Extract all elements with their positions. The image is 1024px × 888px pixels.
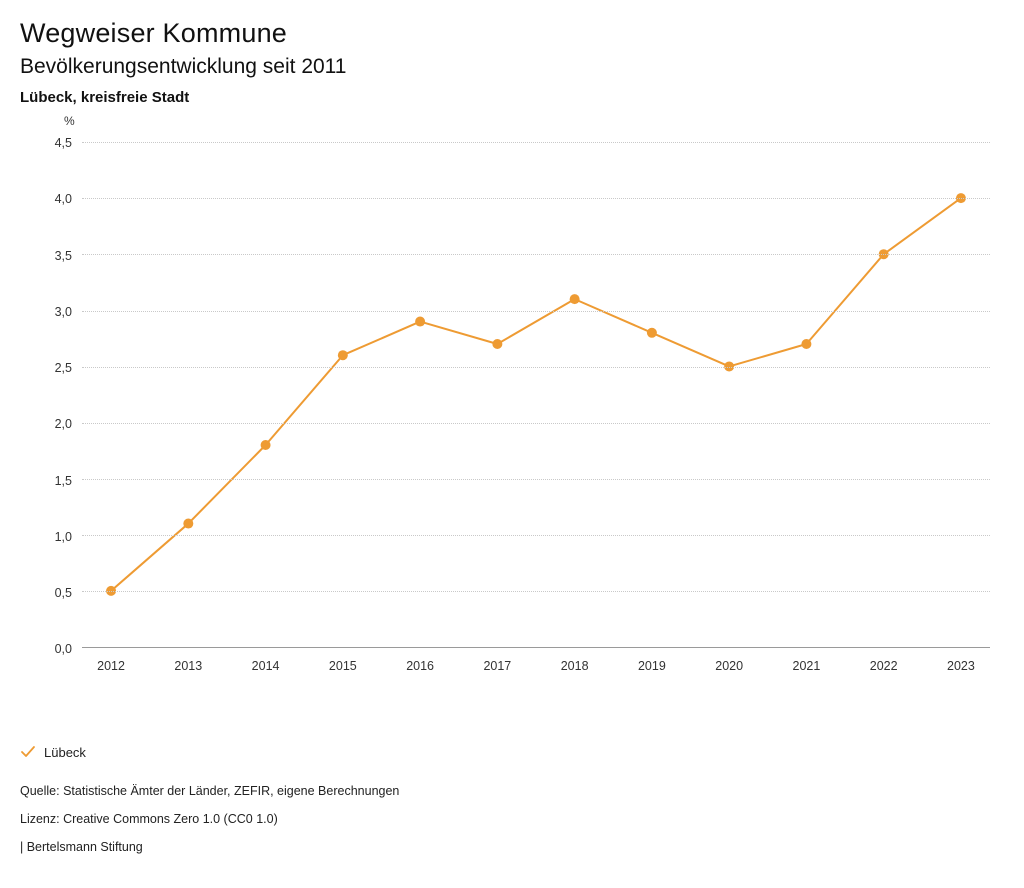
y-axis-tick-label: 4,0 [54,192,72,207]
footer-license: Lizenz: Creative Commons Zero 1.0 (CC0 1.0) [20,812,278,826]
x-axis-tick-label: 2022 [869,659,898,674]
y-axis-tick-label: 2,5 [54,361,72,376]
gridline [54,417,990,432]
gridline [54,136,990,151]
x-axis-tick-label: 2016 [406,659,434,674]
footer-source: Quelle: Statistische Ämter der Länder, ZEFIR, eigene Berechnungen [20,784,400,798]
data-point[interactable] [338,350,348,360]
y-axis-unit: % [64,114,75,129]
gridline [54,473,990,488]
x-axis-tick-label: 2017 [483,659,512,674]
data-point[interactable] [183,519,193,529]
y-axis-tick-label: 3,0 [54,304,72,319]
y-axis-tick-label: 1,0 [54,529,72,544]
plot-area [54,136,990,657]
x-axis-tick-label: 2020 [715,659,744,674]
gridline [54,361,990,376]
chart-legend[interactable] [20,744,86,760]
page-title: Wegweiser Kommune [20,18,288,48]
y-axis-tick-label: 0,0 [54,642,72,657]
y-axis-tick-label: 0,5 [54,585,72,600]
x-axis-tick-label: 2019 [637,659,666,674]
y-axis-tick-label: 4,5 [54,136,72,151]
data-point[interactable] [570,294,580,304]
gridline [54,248,990,263]
page-header [0,0,1024,106]
data-point[interactable] [647,328,657,338]
check-icon [20,744,36,760]
gridline [54,529,990,544]
y-axis-tick-label: 2,0 [54,417,72,432]
data-point[interactable] [492,339,502,349]
x-axis-tick-label: 2014 [251,659,280,674]
x-axis-tick-label: 2013 [174,659,203,674]
data-point[interactable] [415,317,425,327]
chart-footer [20,784,399,855]
footer-publisher: | Bertelsmann Stiftung [20,840,143,854]
gridline [54,585,990,600]
data-point[interactable] [261,440,271,450]
region-label: Lübeck, kreisfreie Stadt [20,89,190,107]
x-axis-tick-label: 2021 [792,659,821,674]
gridline [54,192,990,207]
y-axis-tick-label: 1,5 [54,473,72,488]
x-axis [82,647,990,674]
x-axis-tick-label: 2023 [947,659,975,674]
series-path [111,198,961,591]
series-line-lubeck [82,142,990,647]
legend-item-label: Lübeck [44,744,86,760]
chart-container [20,112,1004,712]
page-subtitle: Bevölkerungsentwicklung seit 2011 [20,55,347,79]
x-axis-tick-label: 2015 [328,659,357,674]
x-axis-tick-label: 2018 [560,659,589,674]
x-axis-tick-label: 2012 [97,659,125,674]
gridline [54,304,990,319]
y-axis-tick-label: 3,5 [54,248,72,263]
data-point[interactable] [801,339,811,349]
